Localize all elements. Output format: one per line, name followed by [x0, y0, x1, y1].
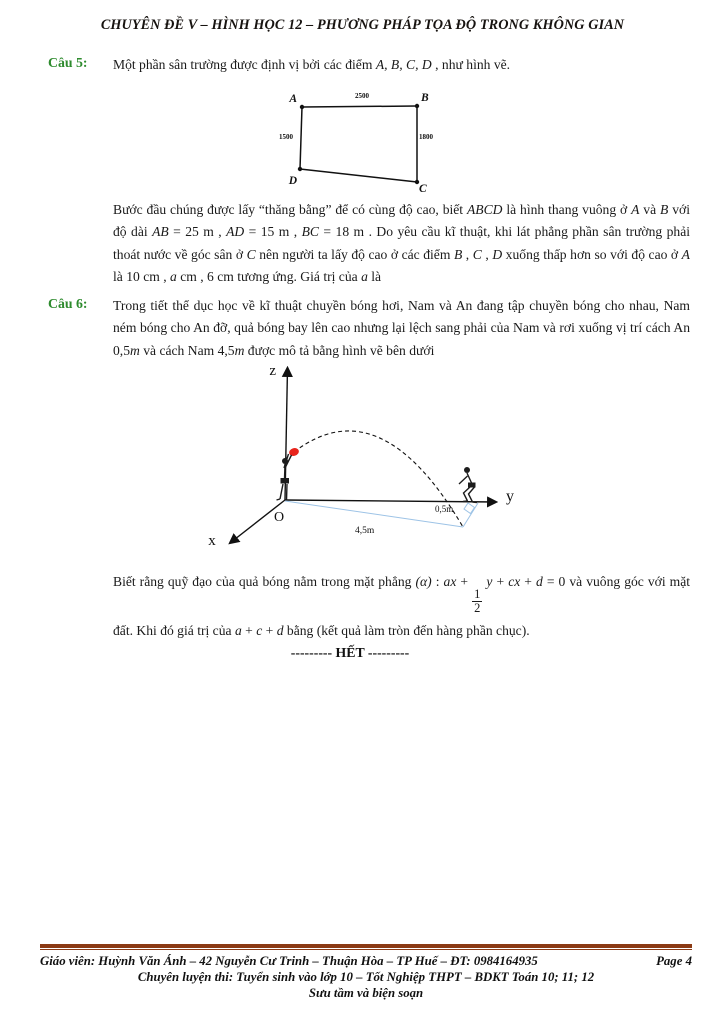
axis-label-x: x — [208, 533, 216, 549]
footer-training-info: Chuyên luyện thi: Tuyển sinh vào lớp 10 – Tốt Nghiệp THPT – BDKT Toán 10; 11; 12 — [137, 970, 595, 985]
end-marker: --------- HẾT --------- — [290, 645, 410, 660]
vertex-label-d: D — [288, 175, 297, 187]
page-title: CHUYÊN ĐỀ V – HÌNH HỌC 12 – PHƯƠNG PHÁP TỌA ĐỘ TRONG KHÔNG GIAN — [100, 17, 625, 33]
footer-rule-thin — [40, 949, 692, 950]
dim-label-top: 2500 — [355, 92, 369, 100]
dim-label-right: 1800 — [419, 133, 433, 141]
footer-rule-thick — [40, 944, 692, 948]
trapezoid-edges — [300, 106, 417, 182]
vertex-label-c: C — [419, 183, 427, 195]
question-6-body: Trong tiết thể dục học về kĩ thuật chuyền bóng hơi, Nam và An đang tập chuyền bóng cho nhau, Nam ném bóng cho An đỡ, quả bóng bay lên cao nhưng lại lệch sang phải của Nam và rơi xuống vị trí cách An 0,5m và cách Nam 4,5m được mô tả bằng hình vẽ bên dưới — [113, 298, 690, 358]
axes — [230, 368, 496, 543]
page-footer — [40, 944, 692, 1001]
vertex-label-a: A — [289, 93, 297, 105]
figure-3d-trajectory — [190, 360, 520, 560]
axis-label-y: y — [506, 488, 514, 505]
distance-label-short: 0,5m — [435, 504, 454, 514]
vertex-label-b: B — [421, 92, 429, 104]
footer-credit: Sưu tầm và biện soạn — [308, 986, 424, 1001]
question-5-body: Bước đầu chúng được lấy “thăng bằng” để có cùng độ cao, biết ABCD là hình thang vuông ở A và B với độ dài AB = 25 m , AD = 15 m , BC = 18 m . Do yêu cầu kĩ thuật, khi lát phẳng phần sân trường phải thoát nước về góc sân ở C nên người ta lấy độ cao ở các điểm B , C , D xuống thấp hơn so với độ cao ở A là 10 cm , a cm , 6 cm tương ứng. Giá trị của a là — [113, 202, 691, 285]
dim-label-left: 1500 — [279, 133, 293, 141]
person-catcher — [459, 467, 477, 503]
axis-label-z: z — [269, 363, 276, 379]
person-thrower — [277, 454, 292, 501]
question-5-label: Câu 5: — [48, 55, 88, 70]
origin-label: O — [274, 510, 285, 525]
ball-icon — [288, 447, 300, 457]
question-6-after: Biết rằng quỹ đạo của quả bóng nằm trong mặt phẳng (α) : ax + $\frac{1}{2}$ y + cx + d = 0 và vuông góc với mặt đất. Khi đó giá trị của a + c + d bằng (kết quả làm tròn đến hàng phần chục). — [113, 574, 691, 639]
trapezoid-vertices — [298, 104, 419, 184]
figure-trapezoid — [270, 85, 470, 197]
question-6-label: Câu 6: — [48, 296, 88, 311]
distance-label-long: 4,5m — [355, 526, 375, 536]
page-number: Page 4 — [656, 954, 692, 969]
question-5-intro: Một phần sân trường được định vị bởi các điểm A, B, C, D , như hình vẽ. — [113, 57, 511, 72]
footer-teacher-info: Giáo viên: Huỳnh Văn Ánh – 42 Nguyễn Cư Trinh – Thuận Hòa – TP Huế – ĐT: 0984164935 — [40, 954, 538, 969]
